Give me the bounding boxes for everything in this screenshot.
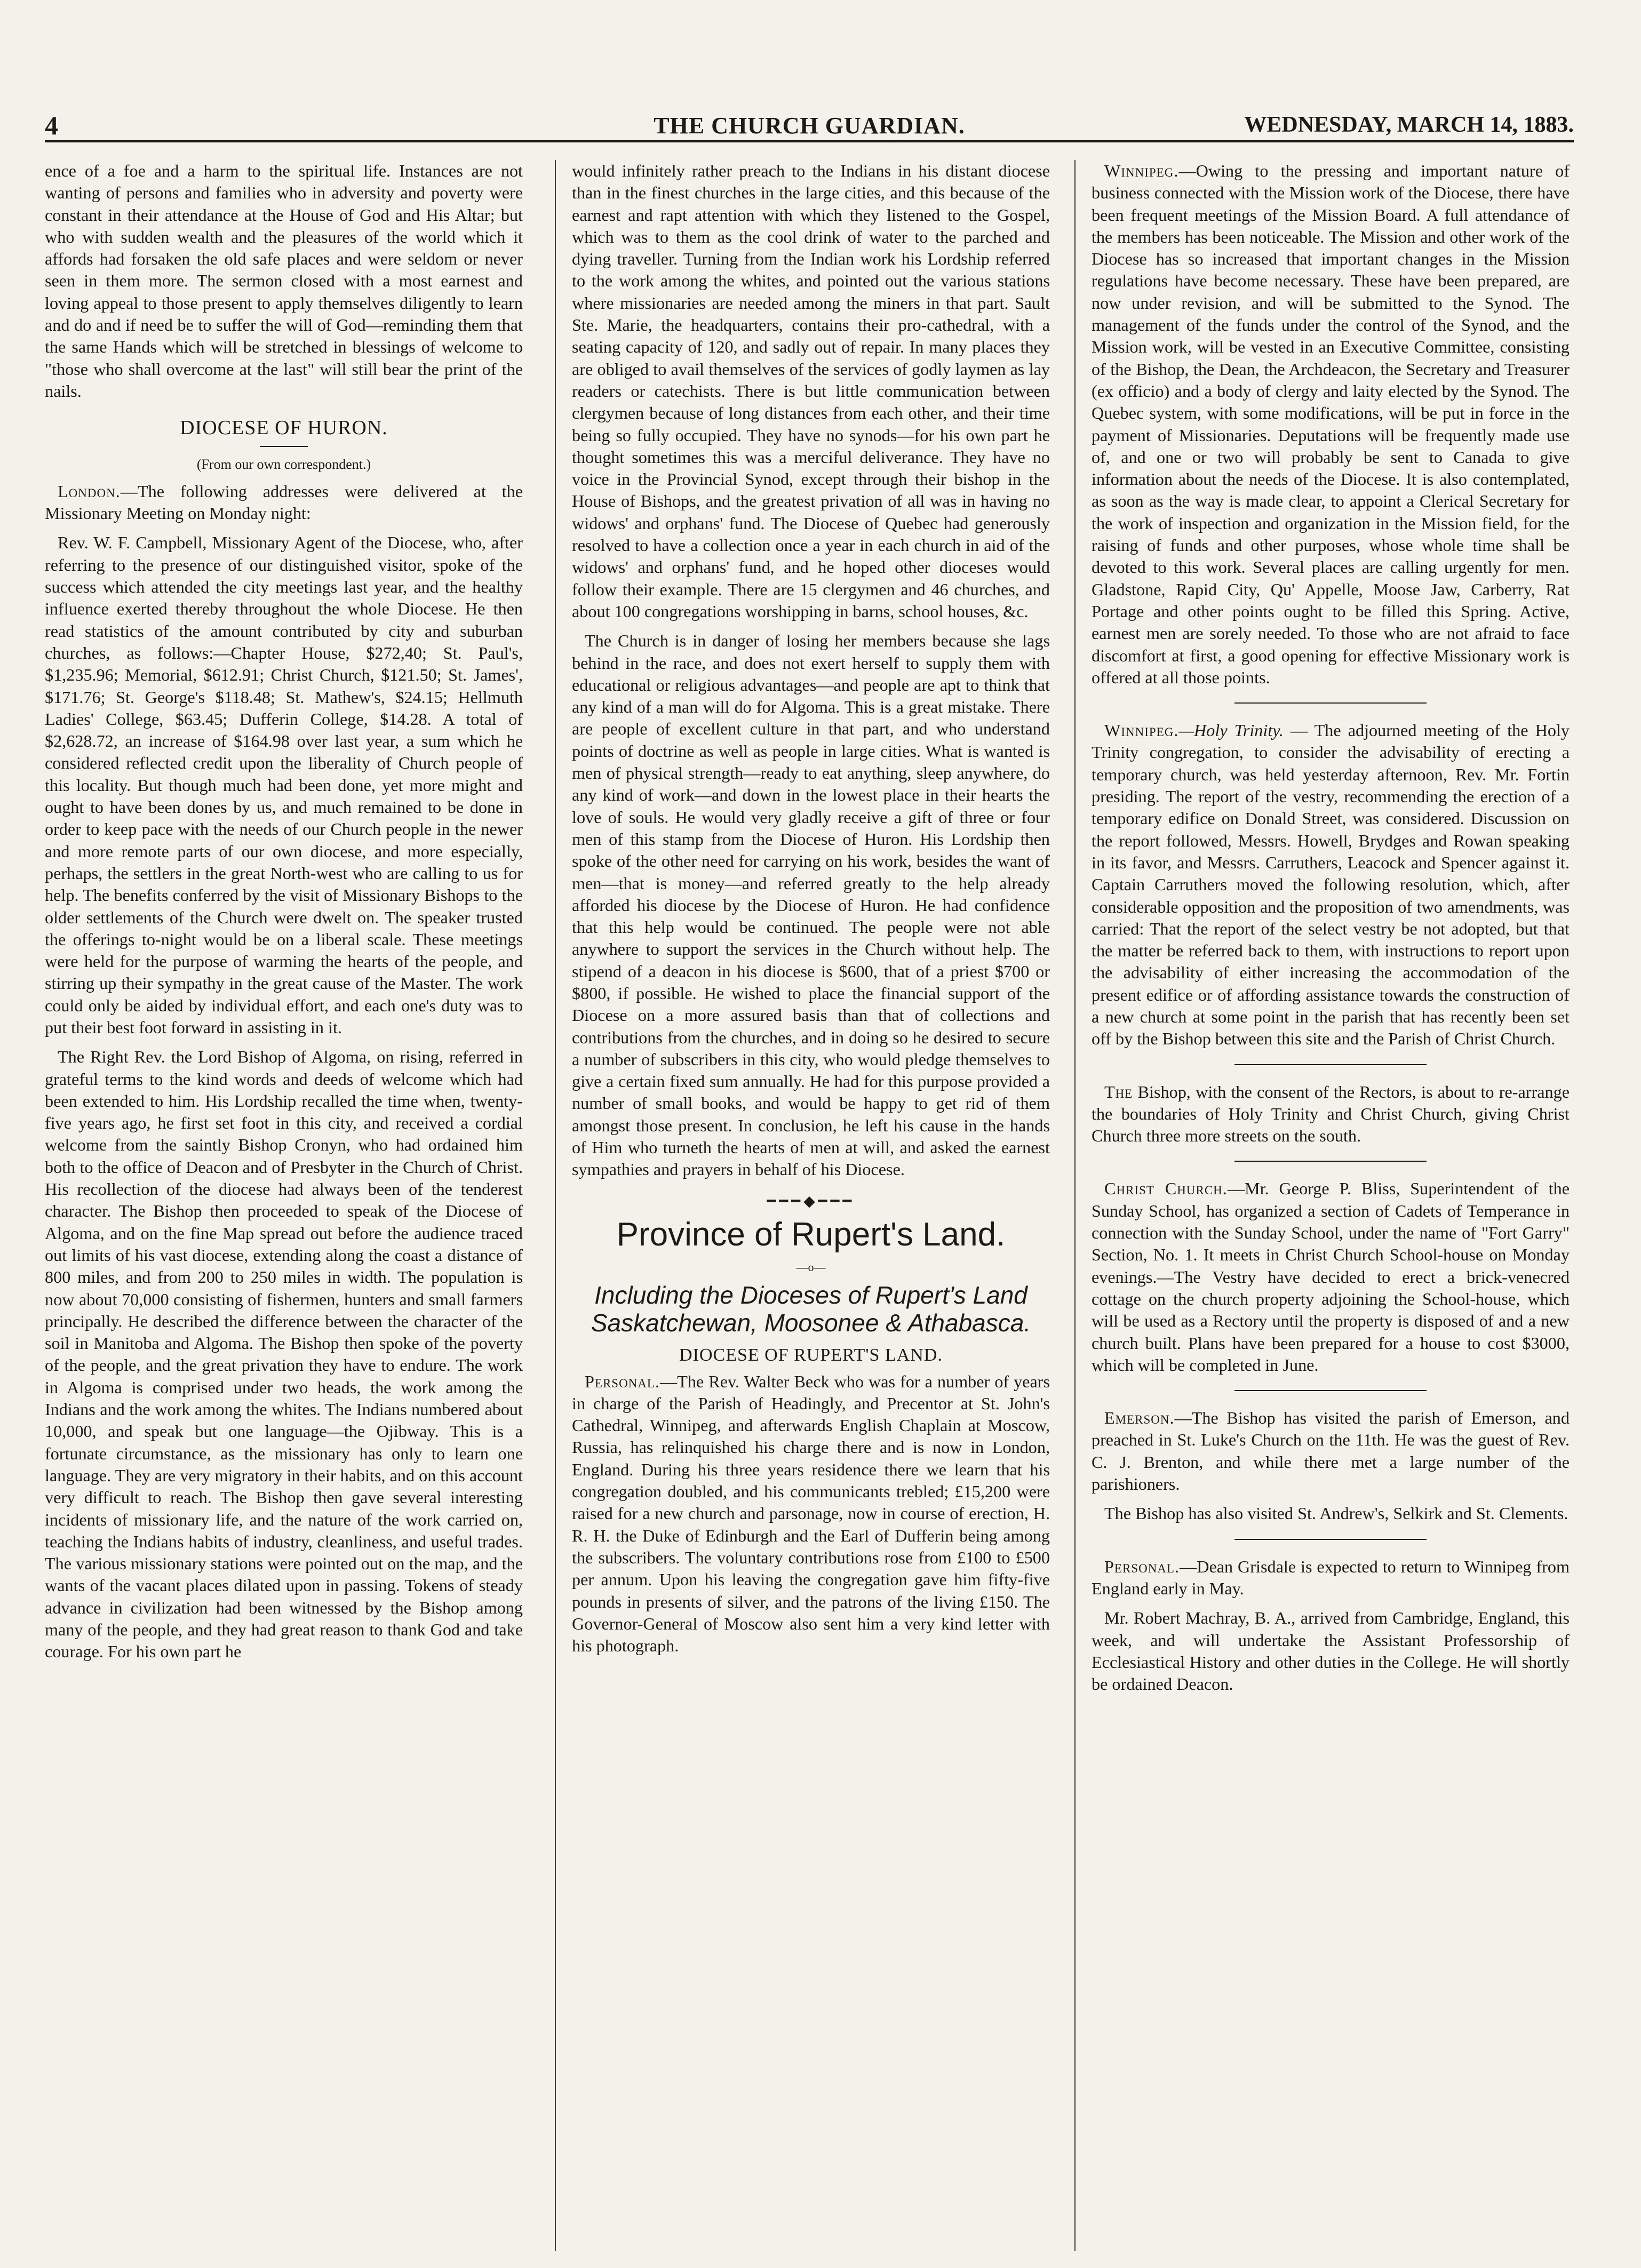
issue-date: WEDNESDAY, MARCH 14, 1883.: [1244, 113, 1574, 137]
paragraph-text: —Owing to the pressing and important nature of business connected with the Mission work of the Diocese, there have been frequent meetings of the Mission Board. A full attendance of the members has been noticeable. The Mission and other work of the Diocese has so increased that important changes in the Mission regulations have become necessary. These have been prepared, are now under revision, and will be submitted to the Synod. The management of the funds under the control of the Synod, and the Mission work, will be vested in an Executive Committee, consisting of the Bishop, the Dean, the Archdeacon, the Secretary and Treasurer (ex officio) and a body of clergy and laity elected by the Synod. The Quebec system, with some modifications, will be put in force in the payment of Missionaries. Deputations will be frequently made use of, and one or two will probably be sent to Canada to give information about the needs of the Diocese. It is also contemplated, as soon as the way is made clear, to appoint a Clerical Secretary for the work of inspection and organization in the Mission field, for the raising of funds and other purposes, whose whole time shall be devoted to this work. Several places are calling urgently for men. Gladstone, Rapid City, Qu' Appelle, Moose Jaw, Carberry, Rat Portage and other points ought to be filled this Spring. Active, earnest men are sorely needed. To those who are not afraid to face discomfort at first, a good opening for effective Missionary work is offered at all those points.: [1092, 161, 1570, 687]
dateline: Personal.: [1104, 1556, 1180, 1576]
paragraph-text: — The adjourned meeting of the Holy Trinity congregation, to consider the advisability of erecting a temporary church, was held yesterday afternoon, Rev. Mr. Fortin presiding. The report of the vestry, recommending the erection of a temporary edifice on Donald Street, was considered. Discussion on the report followed, Messrs. Howell, Brydges and Rowan speaking in its favor, and Messrs. Carruthers, Leacock and Spencer against it. Captain Carruthers moved the following resolution, which, after considerable opposition and the proposition of two amendments, was carried: That the report of the select vestry be not adopted, but that the matter be referred back to them, with instructions to report upon the advisability of either increasing the accommodation of the present edifice or of affording assistance towards the construction of a new church at some point in the parish that has recently been set off by the Bishop between this site and the Parish of Christ Church.: [1092, 721, 1570, 1049]
divider: [1234, 1539, 1427, 1540]
article-paragraph: [1092, 1178, 1570, 1376]
article-paragraph: Rev. W. F. Campbell, Missionary Agent of the Diocese, who, after referring to the presence of our distinguished visitor, spoke of the success which attended the city meetings last year, and the healthy influence exerted thereby throughout the whole Diocese. He then read statistics of the amount contributed by city and suburban churches, as follows:—Chapter House, $272,40; St. Paul's, $1,235.96; Memorial, $612.91; Christ Church, $121.50; St. James', $171.76; St. George's $118.48; St. Mathew's, $24.15; Hellmuth Ladies' College, $63.45; Dufferin College, $14.28. A total of $2,628.72, an increase of $164.98 over last year, a sum which he considered reflected credit upon the liberality of Church people of this locality. But though much had been done, yet more might and ought to have been dones by us, and much remained to be done in order to keep pace with the needs of our Church people in the newer and more remote parts of our own diocese, and more especially, perhaps, the settlers in the great North-west who are calling to us for help. The benefits conferred by the visit of Missionary Bishops to the older settlements of the Church were dwelt on. The speaker trusted the offerings to-night would be on a liberal scale. These meetings were held for the purpose of warming the hearts of the people, and stirring up their sympathy in the great cause of the Master. The work could only be aided by individual effort, and each one's duty was to put their best foot forward in assisting in it.: [45, 533, 523, 1037]
dateline: Emerson.: [1104, 1408, 1175, 1428]
ornament-divider: —o—: [796, 1260, 826, 1274]
column-2: [572, 160, 1050, 2251]
dateline: Christ Church.: [1104, 1179, 1228, 1199]
article-paragraph: [1092, 1556, 1570, 1600]
article-paragraph: ence of a foe and a harm to the spiritual life. Instances are not wanting of persons and families who in adversity and poverty were constant in their attendance at the House of God and His Altar; but who with sudden wealth and the pleasures of the world which it affords had forsaken the old safe places and were seldom or never seen in them more. The sermon closed with a most earnest and loving appeal to those present to apply themselves diligently to learn and do and if need be to suffer the will of God—reminding them that the same Hands which will be stretched in blessings of welcome to "those who shall overcome at the last" will still bear the print of the nails.: [45, 161, 523, 401]
article-paragraph: [45, 481, 523, 525]
article-paragraph: The Bishop has also visited St. Andrew's, Selkirk and St. Clements.: [1104, 1504, 1568, 1523]
article-paragraph: [572, 1371, 1050, 1657]
dateline: The: [1104, 1082, 1133, 1101]
paragraph-text: —The Rev. Walter Beck who was for a number of years in charge of the Parish of Headingly, and Precentor at St. John's Cathedral, Winnipeg, and afterwards English Chaplain at Moscow, Russia, has relinquished his charge there and is now in London, England. During his three years residence there we learn that his congregation doubled, and his communicants trebled; £15,200 were raised for a new church and parsonage, now in course of erection, H. R. H. the Duke of Edinburgh and the Earl of Dufferin being among the subscribers. The voluntary contributions rose from £100 to £500 per annum. Upon his leaving the congregation gave him fifty-five pounds in presents of silver, and the patrons of the living £150. The Governor-General of Moscow also sent him a very kind letter with his photograph.: [572, 1371, 1050, 1656]
article-paragraph: [1092, 720, 1570, 1050]
section-heading: DIOCESE OF RUPERT'S LAND.: [679, 1345, 943, 1365]
dateline: Winnipeg.: [1104, 721, 1179, 740]
paragraph-text: Bishop, with the consent of the Rectors, is about to re-arrange the boundaries of Holy Trinity and Christ Church, giving Christ Church three more streets on the south.: [1092, 1082, 1570, 1146]
paragraph-text: —Dean Grisdale is expected to return to Winnipeg from England early in May.: [1092, 1556, 1570, 1598]
column-1: [45, 160, 523, 2251]
province-subheading: Including the Dioceses of Rupert's Land Saskatchewan, Moosonee & Athabasca.: [591, 1281, 1031, 1337]
article-paragraph: would infinitely rather preach to the Indians in his distant diocese than in the finest churches in the large cities, and this because of the earnest and rapt attention with which they listened to the Gospel, which was to them as the cool drink of water to the parched and dying traveller. Turning from the Indian work his Lordship referred to the work among the whites, and pointed out the various stations where missionaries are needed among the miners in that part. Sault Ste. Marie, the headquarters, contains their pro-cathedral, with a seating capacity of 120, and sadly out of repair. In many places they are obliged to avail themselves of the services of godly laymen as lay readers or catechists. There is but little communication between clergymen because of long distances from each other, and their time being so fully occupied. They have no synods—for his own part he thought sometimes this was a merciful deliverance. They have no voice in the Provincial Synod, except through their bishop in the House of Bishops, and the greatest privation of all was in having no widows' and orphans' fund. The Diocese of Quebec had generously resolved to have a collection once a year in each church in aid of the widows' and orphans' fund, and he hoped other dioceses would follow their example. There are 15 clergymen and 46 churches, and about 100 congregations worshipping in barns, school houses, &c.: [572, 161, 1050, 621]
paragraph-text: —The following addresses were delivered at the Missionary Meeting on Monday night:: [45, 481, 523, 523]
masthead: [45, 110, 1574, 142]
column-3: [1092, 160, 1570, 2251]
column-rule: [1074, 160, 1076, 2251]
ornament-divider: ━━━◆━━━: [767, 1193, 855, 1210]
page-number: 4: [45, 110, 58, 140]
divider: [1234, 702, 1427, 704]
article-paragraph: [1092, 1081, 1570, 1147]
divider: [1234, 1161, 1427, 1162]
article-paragraph: The Church is in danger of losing her members because she lags behind in the race, and does not exert herself to supply them with educational or religious advantages—and people are apt to think that any kind of a man will do for Algoma. This is a great mistake. There are people of excellent culture in that part, and who understand points of doctrine as well as people in large cities. What is wanted is men of physical strength—ready to eat anything, sleep anywhere, do any kind of work—and down in the lowest place in their hearts the love of souls. He would very gladly receive a gift of three or four men of this stamp from the Diocese of Huron. His Lordship then spoke of the other need for carrying on his work, besides the want of men—that is money—and referred greatly to the help already afforded his diocese by the Diocese of Huron. He had confidence that this help would be continued. The people were not able anywhere to support the services in the Church without help. The stipend of a deacon in his diocese is $600, that of a priest $700 or $800, if possible. He wished to place the financial support of the Diocese on a more assured basis than that of collections and contributions from the churches, and in doing so he desired to secure a number of subscribers in this city, who would pledge themselves to give a certain fixed sum annually. He had for this purpose provided a number of small books, and would be happy to get rid of them amongst those present. In conclusion, he left his cause in the hands of Him who turneth the hearts of men at will, and asked the earnest sympathies and prayers in behalf of his Diocese.: [572, 631, 1050, 1179]
article-paragraph: [1092, 160, 1570, 689]
section-subheading: (From our own correspondent.): [196, 456, 371, 472]
dateline: London.: [58, 481, 121, 501]
paragraph-text: —Mr. George P. Bliss, Superintendent of the Sunday School, has organized a section of Cadets of Temperance in connection with the Sunday School, under the name of "Fort Garry" Section, No. 1. It meets in Christ Church School-house on Monday evenings.—The Vestry have decided to erect a brick-venecred cottage on the church property adjoining the School-house, which will be used as a Rectory until the property is disposed of and a new church built. Plans have been prepared for a house to cost $3000, which will be completed in June.: [1092, 1179, 1570, 1375]
column-rule: [555, 160, 556, 2251]
section-heading: DIOCESE OF HURON.: [180, 417, 388, 440]
article-paragraph: Mr. Robert Machray, B. A., arrived from Cambridge, England, this week, and will undertake the Assistant Professorship of Ecclesiastical History and other duties in the College. He will shortly be ordained Deacon.: [1092, 1608, 1570, 1694]
divider: [1234, 1390, 1427, 1391]
newspaper-title: THE CHURCH GUARDIAN.: [654, 113, 965, 139]
province-heading: Province of Rupert's Land.: [616, 1216, 1006, 1253]
article-paragraph: [1092, 1407, 1570, 1495]
divider: [260, 446, 308, 447]
dateline: Personal.: [585, 1371, 660, 1391]
paragraph-text: —The Bishop has visited the parish of Emerson, and preached in St. Luke's Church on the 11th. He was the guest of Rev. C. J. Brenton, and while there met a large number of the parishioners.: [1092, 1408, 1570, 1494]
italic-subtitle: —Holy Trinity.: [1178, 721, 1284, 740]
article-paragraph: The Right Rev. the Lord Bishop of Algoma, on rising, referred in grateful terms to the kind words and deeds of welcome which had been extended to him. His Lordship recalled the time when, twenty-five years ago, he first set foot in this city, and received a cordial welcome from the saintly Bishop Cronyn, who had ordained him both to the office of Deacon and of Presbyter in the Church of Christ. His recollection of the diocese had always been of the tenderest character. The Bishop then proceeded to speak of the Diocese of Algoma, and on the fine Map spread out before the audience traced out limits of his vast diocese, extending along the coast a distance of 800 miles, and from 200 to 250 miles in width. The population is now about 70,000 consisting of fishermen, hunters and small farmers principally. He described the difference between the character of the soil in Manitoba and Algoma. The Bishop then spoke of the poverty of the people, and the great privation they have to endure. The work in Algoma is comprised under two heads, the work among the Indians and the work among the whites. The Indians numbered about 10,000, and speak but one language—the Ojibway. This is a fortunate circumstance, as the missionary has only to learn one language. They are very migratory in their habits, and on this account very difficult to reach. The Bishop then gave several interesting incidents of missionary life, and the nature of the work carried on, teaching the Indians habits of industry, cleanliness, and useful trades. The various missionary stations were pointed out on the map, and the wants of the vacant places dilated upon in passing. Tokens of steady advance in civilization had been witnessed by the Bishop among many of the people, and they had great reason to thank God and take courage. For his own part he: [45, 1047, 523, 1662]
divider: [1234, 1064, 1427, 1065]
dateline: Winnipeg.: [1104, 161, 1179, 180]
